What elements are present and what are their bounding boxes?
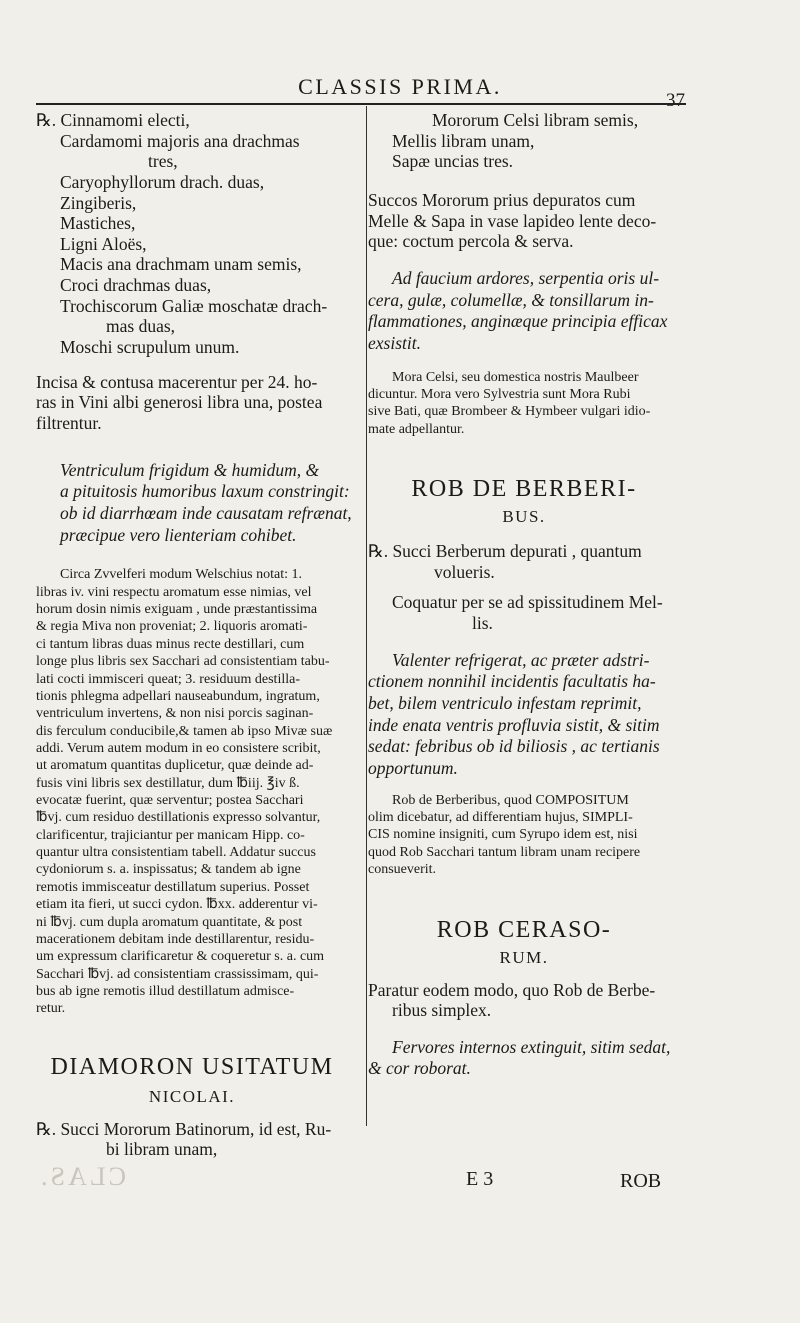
section-subheading: BUS.: [502, 507, 546, 527]
text-line: addi. Verum autem modum in eo consistere scribit,: [36, 740, 321, 756]
text-line: Sapæ uncias tres.: [392, 151, 514, 172]
text-line: lis.: [472, 612, 493, 633]
text-line: fusis vini libris sex destillatur, dum ℔iij. ℥iv ß.: [36, 775, 300, 791]
rob-berberibus-heading: [368, 476, 680, 527]
diamoron-continuation: [368, 110, 680, 172]
text-line: filtrentur.: [36, 412, 102, 433]
rob-cerasorum-heading: [368, 917, 680, 968]
text-line: libras iv. vini respectu aromatum esse nimias, vel: [36, 584, 312, 600]
cer-method: [368, 980, 680, 1021]
text-line: Sacchari ℔vj. ad consistentiam crassissimam, qui-: [36, 966, 319, 982]
text-line: Zingiberis,: [60, 192, 137, 213]
text-line: macerationem debitam inde destillarentur, residu-: [36, 931, 315, 947]
text-line: remotis immisceatur destillatum superius. Posset: [36, 879, 310, 895]
section-heading: DIAMORON USITATUM: [50, 1053, 334, 1080]
diamoron-heading: [36, 1054, 348, 1107]
text-line: Incisa & contusa macerentur per 24. ho-: [36, 371, 318, 392]
section-heading: ROB CERASO-: [436, 916, 612, 943]
text-line: Caryophyllorum drach. duas,: [60, 171, 265, 192]
text-line: sive Bati, quæ Brombeer & Hymbeer vulgari idio-: [368, 404, 651, 420]
text-line: lati cocti immisceri queat; 3. residuum destilla-: [36, 671, 300, 687]
header-rule: [36, 103, 686, 105]
text-line: bus ab igne remotis illud destillatum admisce-: [36, 983, 295, 999]
text-line: tionis phlegma adpellari nauseabundum, ingratum,: [36, 688, 320, 704]
text-line: quantur ultra consistentiam tabell. Addatur succus: [36, 845, 316, 861]
text-line: sedat: febribus ob id biliosis , ac tertianis: [368, 736, 660, 757]
text-line: ci tantum libras duas minus recte destillari, cum: [36, 636, 305, 652]
text-line: & regia Miva non proveniat; 2. liquoris aromati-: [36, 619, 308, 635]
text-line: Circa Zvvelferi modum Welschius notat: 1.: [60, 567, 303, 583]
text-line: que: coctum percola & serva.: [368, 231, 574, 252]
left-column: [36, 110, 352, 1160]
text-line: Rob de Berberibus, quod COMPOSITUM: [392, 792, 629, 808]
virtue-block: [368, 268, 680, 355]
text-line: Mellis libram unam,: [392, 130, 535, 151]
text-line: ℔vj. cum residuo destillationis expresso solvantur,: [36, 810, 321, 826]
method-block: [36, 372, 348, 434]
text-line: quod Rob Sacchari tantum libram unam recipere: [368, 844, 641, 860]
diamoron-recipe: [36, 1119, 348, 1160]
signature-mark: E 3: [466, 1168, 494, 1190]
cer-virtue: [368, 1037, 680, 1080]
text-line: ob id diarrhœam inde causatam refrænat,: [60, 502, 352, 523]
virtue-block: [36, 459, 352, 547]
method-block: [368, 190, 680, 252]
text-line: clarificentur, trajiciantur per manicam Hipp. co-: [36, 827, 305, 843]
berb-method: [368, 592, 680, 633]
text-line: Macis ana drachmam unam semis,: [60, 254, 302, 275]
text-line: retur.: [36, 1001, 66, 1017]
text-line: mate adpellantur.: [368, 421, 465, 437]
text-line: um expressum clarificaretur & coqueretur s. a. cum: [36, 949, 325, 965]
text-line: Succos Mororum prius depuratos cum: [368, 189, 636, 210]
text-line: ribus simplex.: [392, 1000, 492, 1021]
text-line: tres,: [148, 151, 178, 172]
text-line: consueverit.: [368, 862, 437, 878]
text-line: Moschi scrupulum unum.: [60, 337, 240, 358]
text-line: Valenter refrigerat, ac præter adstri-: [392, 649, 650, 670]
text-line: bet, bilem ventriculo infestam reprimit,: [368, 692, 642, 713]
column-rule: [366, 106, 367, 1126]
showthrough-text: CLAS.: [38, 1162, 126, 1191]
text-line: ut aromatum quantitas duplicetur, quæ deinde ad-: [36, 758, 314, 774]
page-number: 37: [666, 90, 685, 111]
section-subheading: RUM.: [499, 947, 549, 967]
section-heading: ROB DE BERBERI-: [411, 476, 637, 503]
text-line: Ligni Aloës,: [60, 233, 147, 254]
text-line: etiam ita fieri, ut succi cydon. ℔xx. adderentur vi-: [36, 897, 318, 913]
recipe-block: [36, 110, 348, 358]
text-line: Cardamomi majoris ana drachmas: [60, 130, 300, 151]
text-line: ni ℔vj. cum dupla aromatum quantitate, & post: [36, 914, 303, 930]
text-line: Mororum Celsi libram semis,: [432, 110, 639, 130]
text-line: olim dicebatur, ad differentiam hujus, SIMPLI-: [368, 810, 633, 826]
text-line: ℞. Succi Berberum depurati , quantum: [368, 541, 642, 562]
text-line: mas duas,: [106, 316, 176, 337]
text-line: dis ferculum conducibile,& tamen ab ipso Mivæ suæ: [36, 723, 333, 739]
text-line: evocatæ fuerint, quæ serventur; postea Sacchari: [36, 793, 304, 809]
berb-virtue: [368, 650, 680, 780]
text-line: cydoniorum s. a. inspissatus; & tandem ab igne: [36, 862, 301, 878]
text-line: inde enata ventris profluvia sistit, & sitim: [368, 714, 660, 735]
catchword: ROB: [620, 1170, 662, 1192]
text-line: Croci drachmas duas,: [60, 275, 212, 296]
text-line: Fervores internos extinguit, sitim sedat,: [392, 1036, 671, 1057]
text-line: & cor roborat.: [368, 1058, 471, 1079]
text-line: a pituitosis humoribus laxum constringit:: [60, 481, 350, 502]
right-column: [368, 110, 680, 1080]
text-line: flammationes, anginæque principia efficax: [368, 311, 668, 332]
running-head: CLASSIS PRIMA.: [298, 74, 502, 99]
text-line: volueris.: [434, 561, 495, 582]
text-line: Trochiscorum Galiæ moschatæ drach-: [60, 295, 328, 316]
text-line: CIS nomine insigniti, cum Syrupo idem est, nisi: [368, 827, 638, 843]
text-line: Mastiches,: [60, 213, 136, 234]
text-line: bi libram unam,: [106, 1139, 218, 1160]
text-line: ℞. Succi Mororum Batinorum, id est, Ru-: [36, 1118, 332, 1139]
text-line: horum dosin nimis exiguam , unde præstantissima: [36, 602, 318, 618]
text-line: ras in Vini albi generosi libra una, postea: [36, 392, 323, 413]
text-line: opportunum.: [368, 758, 458, 779]
note-block: [368, 369, 680, 438]
text-line: dicuntur. Mora vero Sylvestria sunt Mora Rubi: [368, 386, 631, 402]
section-subheading: NICOLAI.: [148, 1086, 236, 1106]
text-line: ctionem nonnihil incidentis facultatis ha-: [368, 671, 656, 692]
text-line: Paratur eodem modo, quo Rob de Berbe-: [368, 979, 656, 1000]
text-line: longe plus libris sex Sacchari ad consistentiam tabu-: [36, 654, 330, 670]
text-line: præcipue vero lienteriam cohibet.: [60, 524, 297, 545]
text-line: Ad faucium ardores, serpentia oris ul-: [392, 267, 660, 288]
text-line: ℞. Cinnamomi electi,: [36, 110, 190, 130]
text-line: Melle & Sapa in vase lapideo lente deco-: [368, 210, 657, 231]
text-line: ventriculum invertens, & non nisi porcis saginan-: [36, 706, 314, 722]
note-block: [36, 566, 348, 1017]
berb-recipe: [368, 541, 680, 582]
text-line: Ventriculum frigidum & humidum, &: [60, 459, 320, 480]
text-line: exsistit.: [368, 332, 421, 353]
text-line: Mora Celsi, seu domestica nostris Maulbeer: [392, 369, 639, 385]
berb-note: [368, 792, 680, 879]
text-line: Coquatur per se ad spissitudinem Mel-: [392, 592, 663, 613]
text-line: cera, gulæ, columellæ, & tonsillarum in-: [368, 289, 654, 310]
